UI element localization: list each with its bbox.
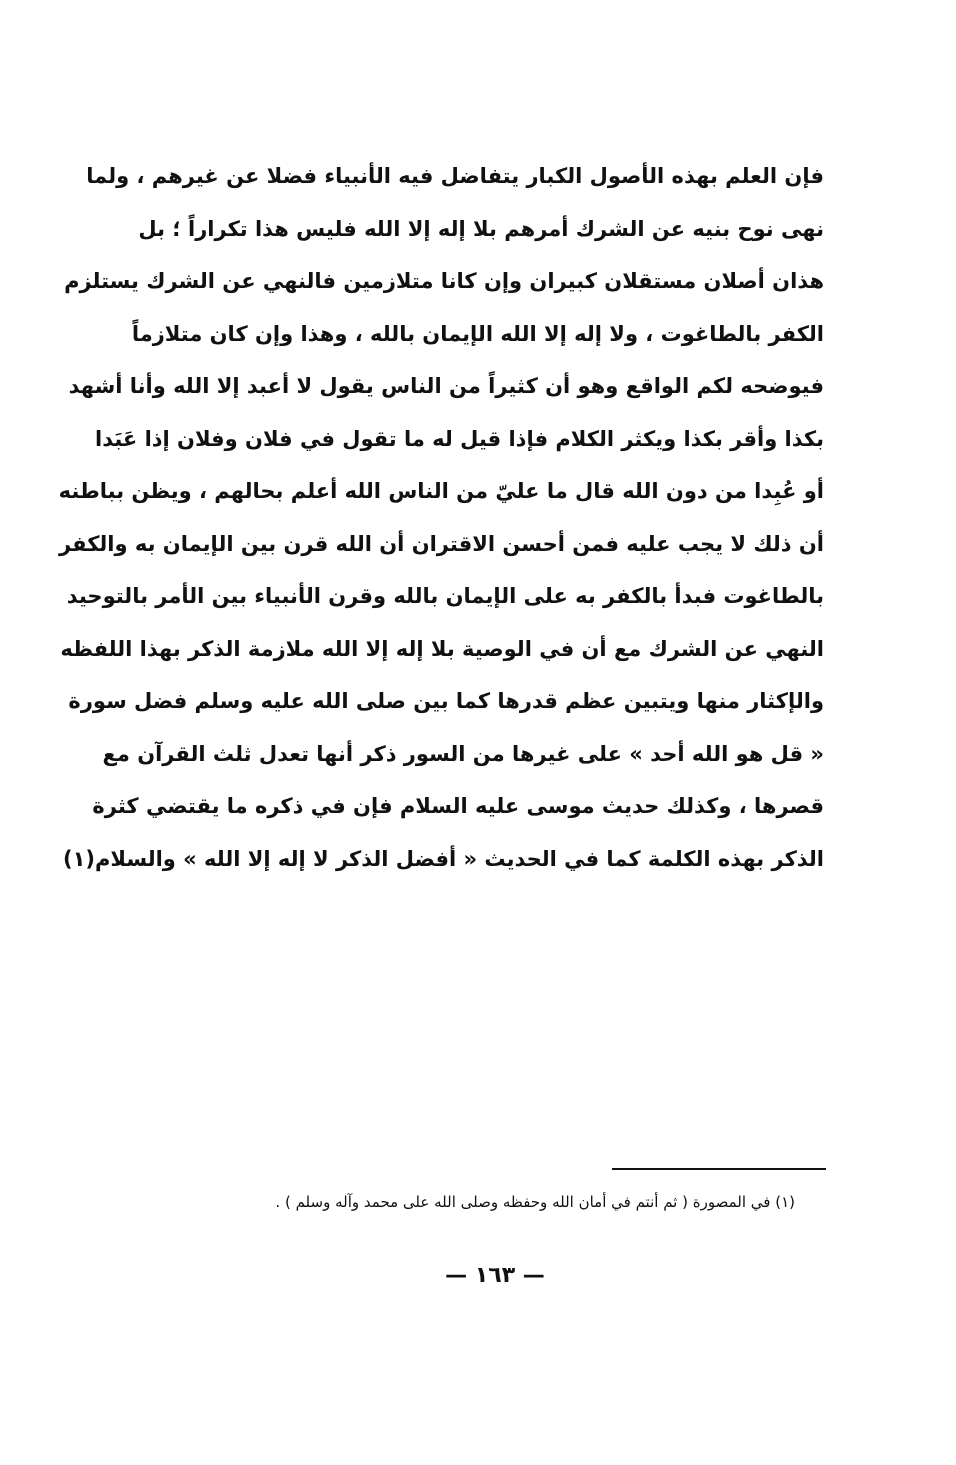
text-line: « قل هو الله أحد » على غيرها من السور ذكر أنها تعدل ثلث القرآن مع (102, 741, 824, 766)
text-line: نهى نوح بنيه عن الشرك أمرهم بلا إله إلا الله فليس هذا تكراراً ؛ بل (138, 216, 824, 241)
text-line: بكذا وأقر بكذا ويكثر الكلام فإذا قيل له ما تقول في فلان وفلان إذا عَبَدا (95, 426, 824, 451)
text-line: بالطاغوت فبدأ بالكفر به على الإيمان بالله وقرن الأنبياء بين الأمر بالتوحيد (66, 584, 824, 608)
footnote-divider (612, 1168, 826, 1170)
text-line: الكفر بالطاغوت ، ولا إله إلا الله الإيمان بالله ، وهذا وإن كان متلازماً (131, 321, 824, 346)
text-line: النهي عن الشرك مع أن في الوصية بلا إله إلا الله ملازمة الذكر بهذا اللفظه (60, 636, 824, 661)
text-line: أو عُبِدا من دون الله قال ما عليّ من الناس الله أعلم بحالهم ، ويظن بباطنه (58, 479, 824, 503)
text-line: هذان أصلان مستقلان كبيران وإن كانا متلازمين فالنهي عن الشرك يستلزم (64, 269, 824, 293)
footnote: (١) في المصورة ( ثم أنتم في أمان الله وحفظه وصلى الله على محمد وآله وسلم ) . (275, 1193, 795, 1211)
main-text-block (58, 150, 824, 885)
text-line: والإكثار منها ويتبين عظم قدرها كما بين صلى الله عليه وسلم فضل سورة (68, 689, 824, 713)
text-line: أن ذلك لا يجب عليه فمن أحسن الاقتران أن الله قرن بين الإيمان به والكفر (59, 531, 824, 556)
text-line: فإن العلم بهذه الأصول الكبار يتفاضل فيه الأنبياء فضلا عن غيرهم ، ولما (86, 164, 824, 188)
text-line: قصرها ، وكذلك حديث موسى عليه السلام فإن في ذكره ما يقتضي كثرة (92, 794, 824, 818)
page-number: — ١٦٣ — (445, 1263, 545, 1288)
text-line: فيوضحه لكم الواقع وهو أن كثيراً من الناس يقول لا أعبد إلا الله وأنا أشهد (68, 374, 824, 398)
text-line: الذكر بهذه الكلمة كما في الحديث « أفضل الذكر لا إله إلا الله » والسلام(١) (62, 846, 824, 871)
